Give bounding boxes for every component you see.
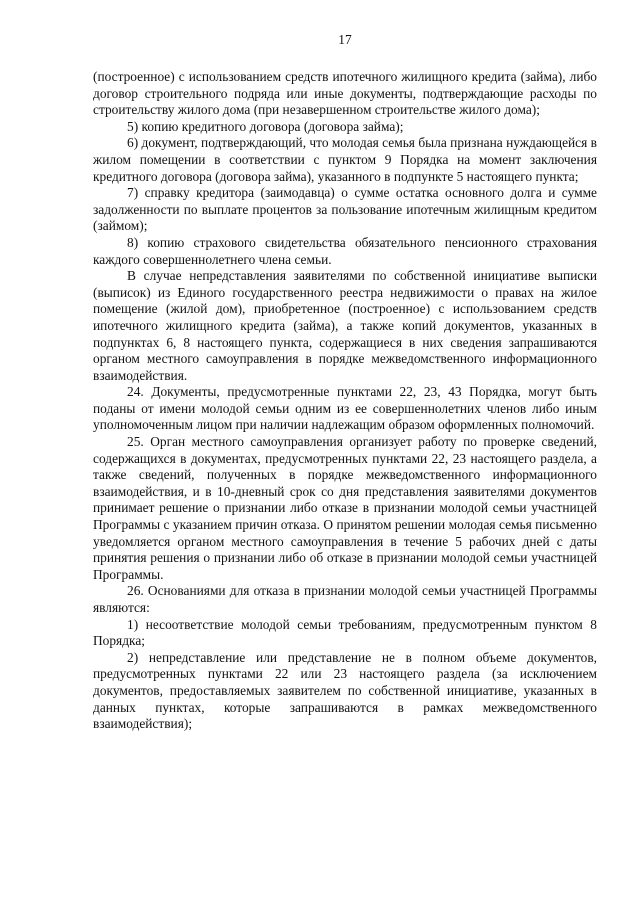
- paragraph-section-24: 24. Документы, предусмотренные пунктами 22, 23, 43 Порядка, могут быть поданы от имени молодой семьи одним из ее совершеннолетних членов либо иным уполномоченным лицом при наличии надлежащим образом оформленных полномочий.: [93, 384, 597, 433]
- paragraph-item-7: 7) справку кредитора (заимодавца) о сумме остатка основного долга и сумме задолженности по выплате процентов за пользование ипотечным жилищным кредитом (займом);: [93, 185, 597, 234]
- paragraph-section-25: 25. Орган местного самоуправления организует работу по проверке сведений, содержащихся в документах, предусмотренных пунктами 22, 23 настоящего раздела, а также сведений, полученных в порядке межведомственного информационного взаимодействия, и в 10-дневный срок со дня представления заявителями документов принимает решение о признании либо отказе в признании молодой семьи участницей Программы с указанием причин отказа. О принятом решении молодая семья письменно уведомляется органом местного самоуправления в течение 5 рабочих дней с даты принятия решения о признании либо об отказе в признании молодой семьи участницей Программы.: [93, 434, 597, 582]
- paragraph-refusal-reason-1: 1) несоответствие молодой семьи требованиям, предусмотренным пунктом 8 Порядка;: [93, 616, 597, 649]
- paragraph-continuation: (построенное) с использованием средств ипотечного жилищного кредита (займа), либо договор строительного подряда или иные документы, подтверждающие расходы по строительству жилого дома (при незавершенном строительстве жилого дома);: [93, 69, 597, 118]
- paragraph-refusal-reason-2: 2) непредставление или представление не в полном объеме документов, предусмотренных пунктами 22 или 23 настоящего раздела (за исключением документов, предоставляемых заявителем по собственной инициативе, указанных в данных пунктах, которые запрашиваются в рамках межведомственного взаимодействия);: [93, 649, 597, 732]
- paragraph-item-5: 5) копию кредитного договора (договора займа);: [127, 118, 404, 134]
- page-number: 17: [338, 32, 352, 47]
- paragraph-item-6: 6) документ, подтверждающий, что молодая семья была признана нуждающейся в жилом помещении в соответствии с пунктом 9 Порядка на момент заключения кредитного договора (договора займа), указанного в подпункте 5 настоящего пункта;: [93, 135, 597, 184]
- document-page: [93, 30, 597, 733]
- paragraph-item-8: 8) копию страхового свидетельства обязательного пенсионного страхования каждого совершеннолетнего члена семьи.: [93, 234, 597, 267]
- paragraph-non-submission: В случае непредставления заявителями по собственной инициативе выписки (выписок) из Единого государственного реестра недвижимости о правах на жилое помещение (жилой дом), приобретенное (построенное) с использованием средств ипотечного жилищного кредита (займа), а также копий документов, указанных в подпунктах 6, 8 настоящего пункта, содержащиеся в них сведения запрашиваются органом местного самоуправления в порядке межведомственного информационного взаимодействия.: [93, 268, 597, 383]
- paragraph-section-26: 26. Основаниями для отказа в признании молодой семьи участницей Программы являются:: [93, 583, 597, 615]
